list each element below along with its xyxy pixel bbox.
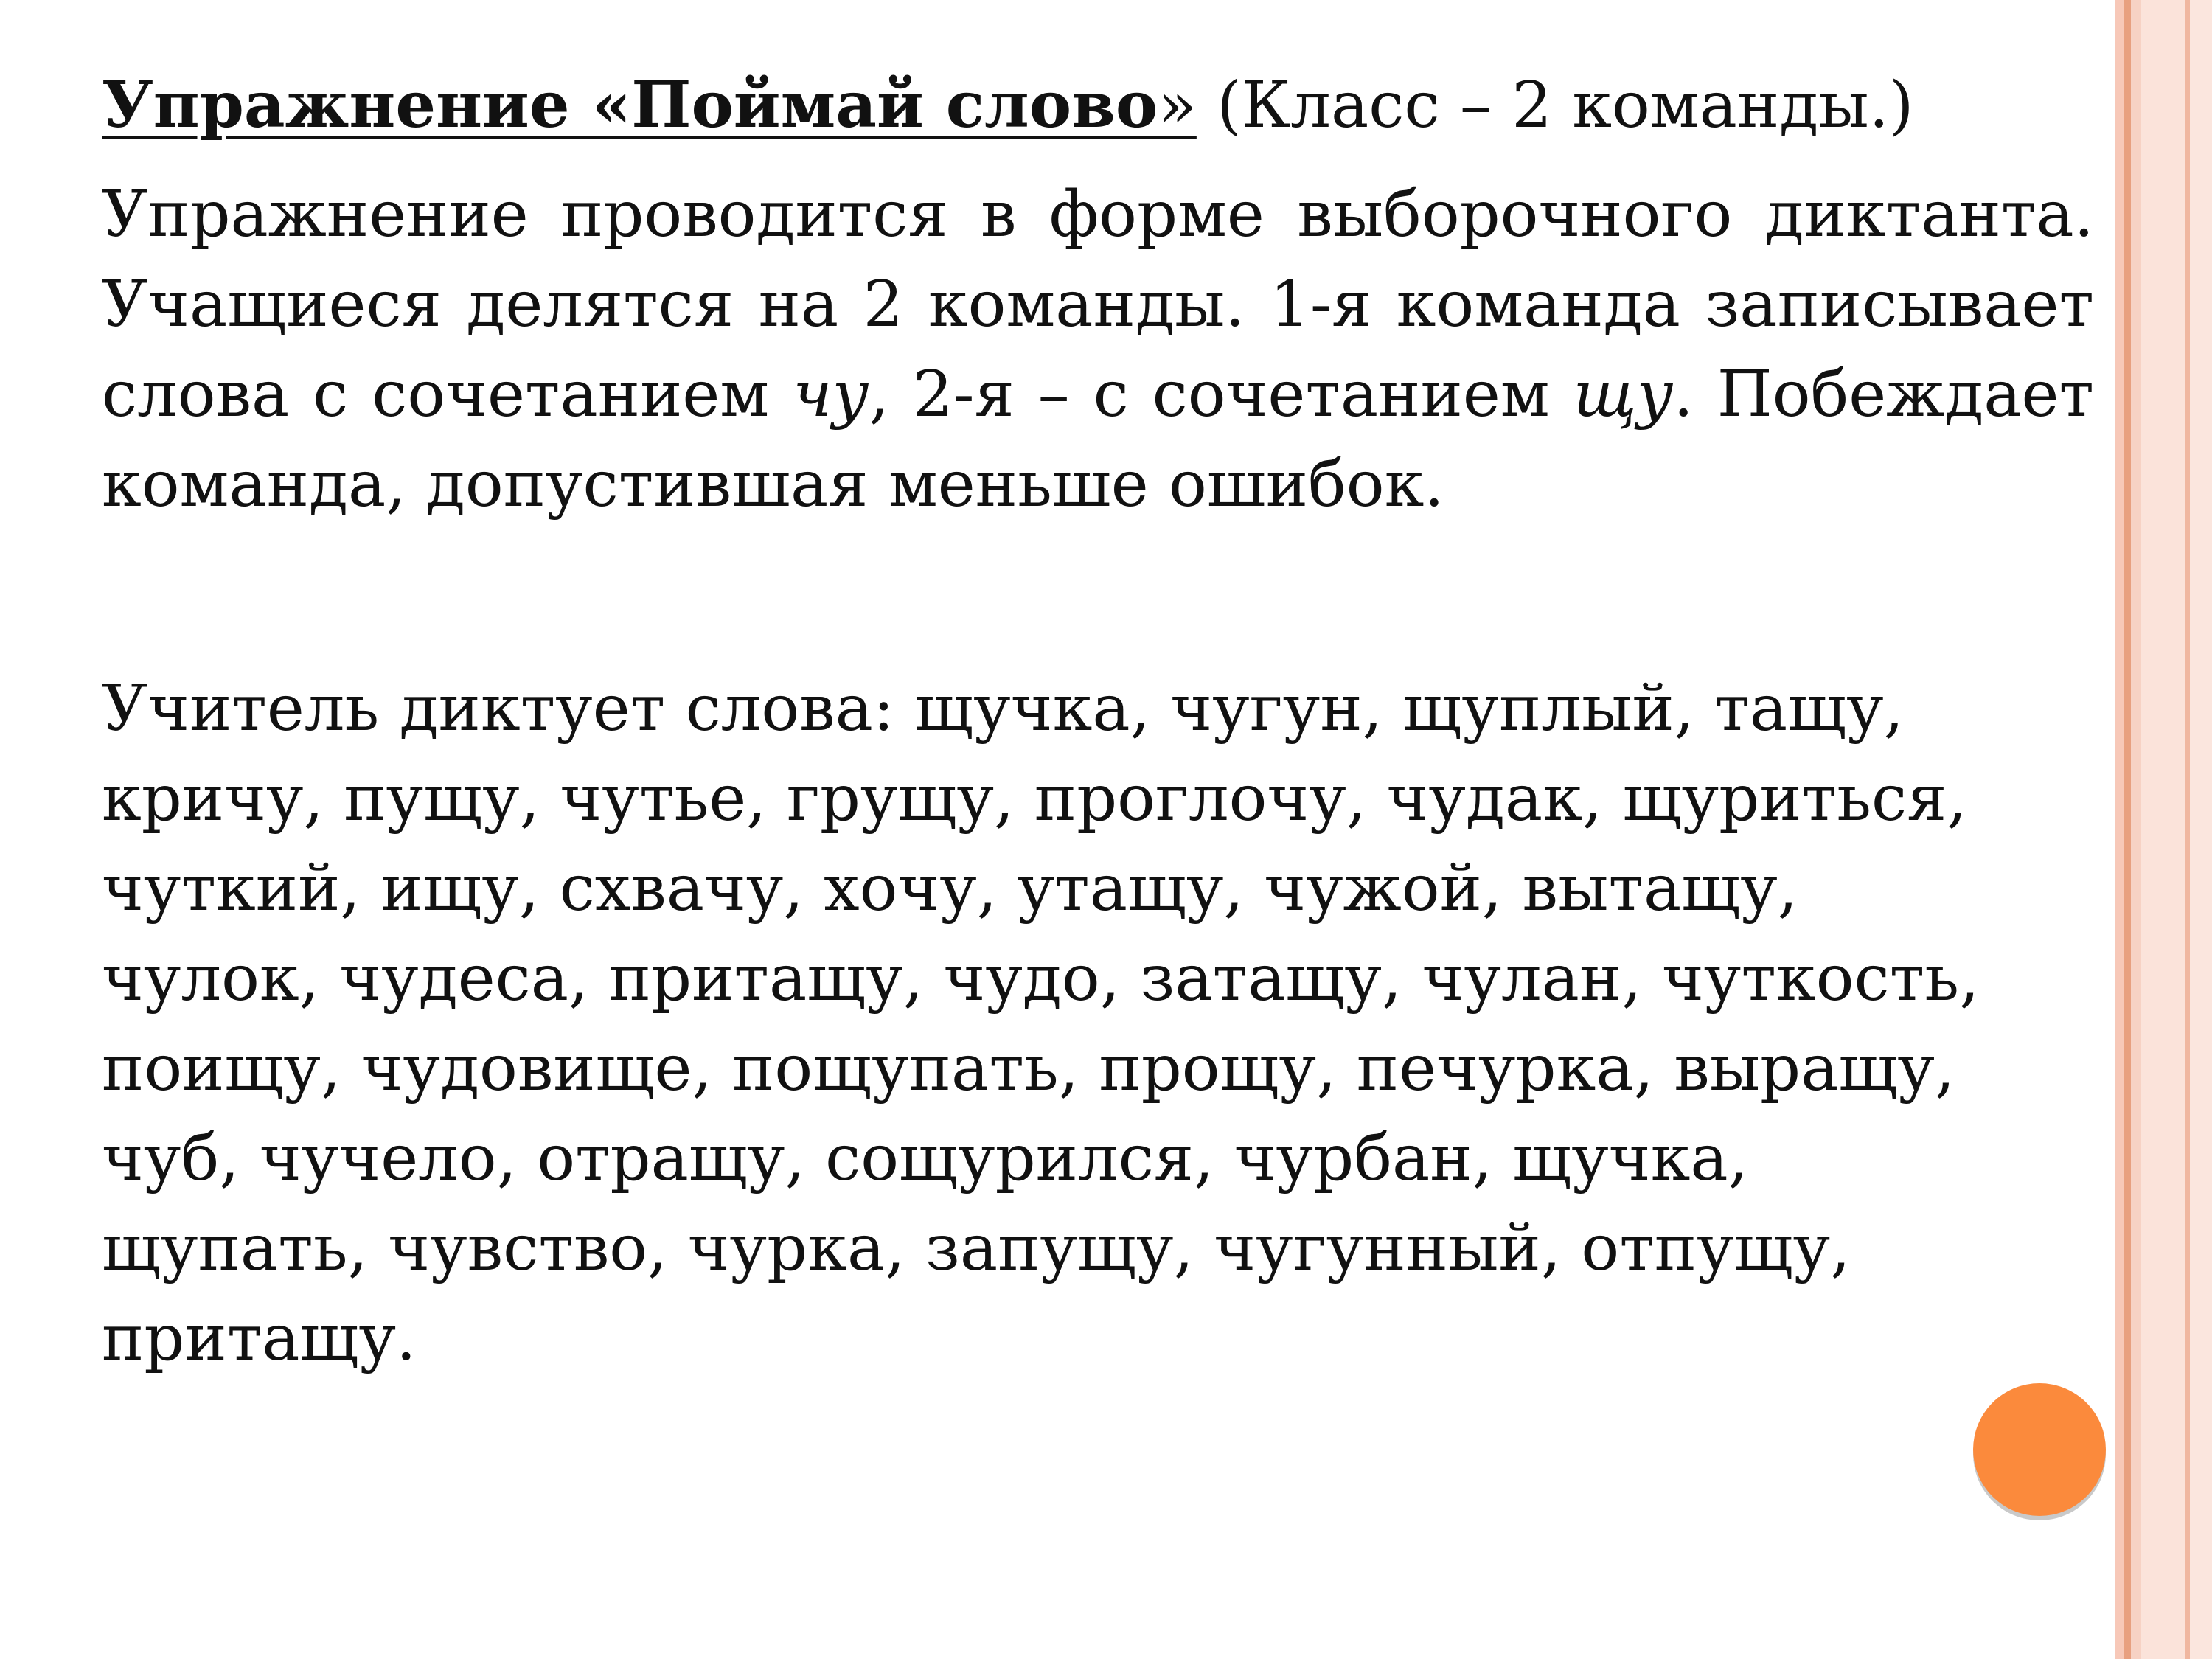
dictation-line: поищу, чудовище, пощупать, прощу, печурка, выращу,: [102, 1032, 1955, 1105]
dictation-line: щупать, чувство, чурка, запущу, чугунный, отпущу,: [102, 1211, 1851, 1285]
border-stripe: [2115, 0, 2124, 1659]
border-stripe: [2141, 0, 2185, 1659]
dictation-line: чуб, чучело, отращу, сощурился, чурбан, щучка,: [102, 1121, 1749, 1195]
exercise-title-bold: Упражнение «Поймай слово»: [102, 68, 1197, 142]
border-stripe: [2124, 0, 2131, 1659]
exercise-title-rest: (Класс – 2 команды.): [1196, 69, 1914, 142]
letter-combo-shchu: щу: [1573, 358, 1674, 431]
dictation-line: кричу, пущу, чутье, грущу, проглочу, чудак, щуриться,: [102, 762, 1967, 835]
exercise-description: Упражнение проводится в форме выборочного диктанта. Учащиеся делятся на 2 команды. 1-я команда записывает слова с сочетанием чу, 2-я – с сочетанием щу. Побеждает команда, допустившая меньше ошибок.: [102, 178, 2094, 521]
dictation-line: чулок, чудеса, притащу, чудо, затащу, чулан, чуткость,: [102, 942, 1980, 1015]
slide-content: [102, 58, 2094, 1383]
exercise-title: [102, 58, 2094, 153]
border-stripe: [2190, 0, 2212, 1659]
orange-circle-decoration: [1973, 1383, 2106, 1516]
dictation-line: Учитель диктует слова: щучка, чугун, щуплый, тащу,: [102, 672, 1905, 745]
dictation-line: чуткий, ищу, схвачу, хочу, утащу, чужой, вытащу,: [102, 852, 1798, 925]
dictation-line: притащу.: [102, 1301, 417, 1375]
letter-combo-chu: чу: [793, 358, 869, 431]
dictation-words: [102, 664, 2094, 1383]
border-stripe: [2131, 0, 2141, 1659]
